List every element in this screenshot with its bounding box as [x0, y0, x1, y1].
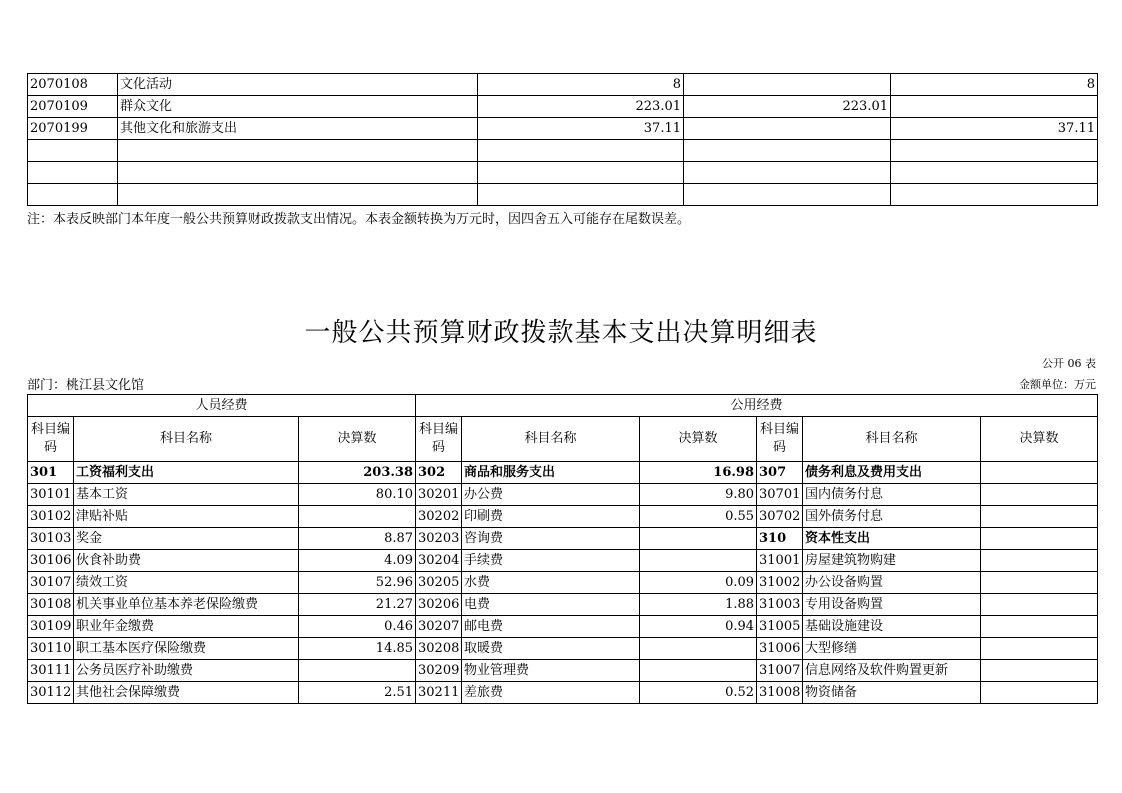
personnel-code-cell: 301 [28, 462, 74, 484]
capital-amount-cell [981, 462, 1098, 484]
personnel-amount-cell: 21.27 [299, 594, 416, 616]
public-code-cell: 30208 [416, 638, 462, 660]
public-code-cell: 30211 [416, 682, 462, 704]
table-row [28, 594, 1098, 616]
capital-amount-cell [981, 638, 1098, 660]
personnel-amount-cell: 8.87 [299, 528, 416, 550]
public-amount-cell [640, 638, 757, 660]
table-row [28, 572, 1098, 594]
table-row [28, 550, 1098, 572]
public-code-cell: 30209 [416, 660, 462, 682]
basic-amount-cell: 223.01 [684, 96, 891, 118]
project-amount-cell [891, 184, 1098, 206]
capital-name-cell: 房屋建筑物购建 [803, 550, 981, 572]
personnel-name-cell: 职业年金缴费 [74, 616, 299, 638]
public-name-cell: 商品和服务支出 [462, 462, 640, 484]
capital-code-cell: 307 [757, 462, 803, 484]
col-header-name: 科目名称 [74, 417, 299, 462]
capital-name-cell: 专用设备购置 [803, 594, 981, 616]
subject-code-cell: 2070199 [28, 118, 118, 140]
public-name-cell: 物业管理费 [462, 660, 640, 682]
public-code-cell: 30202 [416, 506, 462, 528]
capital-name-cell: 国外债务付息 [803, 506, 981, 528]
basic-amount-cell [684, 140, 891, 162]
table-row [28, 118, 1098, 140]
public-name-cell: 印刷费 [462, 506, 640, 528]
table-row [28, 660, 1098, 682]
col-header-code: 科目编码 [757, 417, 803, 462]
capital-amount-cell [981, 682, 1098, 704]
personnel-name-cell: 绩效工资 [74, 572, 299, 594]
capital-name-cell: 大型修缮 [803, 638, 981, 660]
personnel-amount-cell: 80.10 [299, 484, 416, 506]
capital-amount-cell [981, 506, 1098, 528]
personnel-amount-cell: 14.85 [299, 638, 416, 660]
capital-name-cell: 债务利息及费用支出 [803, 462, 981, 484]
group-header-public: 公用经费 [416, 395, 1098, 417]
personnel-name-cell: 工资福利支出 [74, 462, 299, 484]
total-amount-cell: 223.01 [478, 96, 684, 118]
subject-name-cell [118, 184, 478, 206]
col-header-amount: 决算数 [981, 417, 1098, 462]
table-row [28, 162, 1098, 184]
table-row [28, 140, 1098, 162]
capital-code-cell: 310 [757, 528, 803, 550]
subject-code-cell: 2070108 [28, 74, 118, 96]
col-header-amount: 决算数 [640, 417, 757, 462]
group-header-personnel: 人员经费 [28, 395, 416, 417]
subject-name-cell: 文化活动 [118, 74, 478, 96]
personnel-amount-cell [299, 506, 416, 528]
personnel-code-cell: 30106 [28, 550, 74, 572]
capital-code-cell: 31001 [757, 550, 803, 572]
public-name-cell: 水费 [462, 572, 640, 594]
personnel-name-cell: 机关事业单位基本养老保险缴费 [74, 594, 299, 616]
subject-code-cell: 2070109 [28, 96, 118, 118]
expenditure-detail-table-top [27, 73, 1098, 206]
project-amount-cell [891, 162, 1098, 184]
public-amount-cell: 1.88 [640, 594, 757, 616]
total-amount-cell: 8 [478, 74, 684, 96]
capital-code-cell: 31005 [757, 616, 803, 638]
public-code-cell: 30205 [416, 572, 462, 594]
capital-code-cell: 31006 [757, 638, 803, 660]
col-header-code: 科目编码 [416, 417, 462, 462]
table-row [28, 74, 1098, 96]
total-amount-cell [478, 184, 684, 206]
table-row [28, 184, 1098, 206]
personnel-name-cell: 公务员医疗补助缴费 [74, 660, 299, 682]
col-header-amount: 决算数 [299, 417, 416, 462]
total-amount-cell: 37.11 [478, 118, 684, 140]
public-code-cell: 30204 [416, 550, 462, 572]
capital-name-cell: 办公设备购置 [803, 572, 981, 594]
table-row [28, 462, 1098, 484]
capital-name-cell: 基础设施建设 [803, 616, 981, 638]
col-header-code: 科目编码 [28, 417, 74, 462]
personnel-amount-cell: 203.38 [299, 462, 416, 484]
personnel-name-cell: 其他社会保障缴费 [74, 682, 299, 704]
personnel-amount-cell: 0.46 [299, 616, 416, 638]
capital-name-cell: 信息网络及软件购置更新 [803, 660, 981, 682]
public-name-cell: 电费 [462, 594, 640, 616]
table-note: 注：本表反映部门本年度一般公共预算财政拨款支出情况。本表金额转换为万元时，因四舍五入可能存在尾数误差。 [27, 212, 691, 227]
table-row [28, 616, 1098, 638]
table-row [28, 528, 1098, 550]
capital-name-cell: 国内债务付息 [803, 484, 981, 506]
capital-amount-cell [981, 594, 1098, 616]
personnel-code-cell: 30101 [28, 484, 74, 506]
public-amount-cell: 16.98 [640, 462, 757, 484]
public-amount-cell: 0.94 [640, 616, 757, 638]
personnel-code-cell: 30111 [28, 660, 74, 682]
page-title: 一般公共预算财政拨款基本支出决算明细表 [304, 318, 818, 348]
subject-name-cell: 群众文化 [118, 96, 478, 118]
personnel-code-cell: 30107 [28, 572, 74, 594]
project-amount-cell: 8 [891, 74, 1098, 96]
personnel-name-cell: 津贴补贴 [74, 506, 299, 528]
capital-code-cell: 31002 [757, 572, 803, 594]
capital-amount-cell [981, 528, 1098, 550]
personnel-code-cell: 30109 [28, 616, 74, 638]
capital-name-cell: 物资储备 [803, 682, 981, 704]
table-code-label: 公开 06 表 [1042, 357, 1096, 370]
personnel-code-cell: 30110 [28, 638, 74, 660]
basic-expenditure-table [27, 394, 1098, 704]
public-name-cell: 办公费 [462, 484, 640, 506]
capital-amount-cell [981, 572, 1098, 594]
personnel-name-cell: 基本工资 [74, 484, 299, 506]
total-amount-cell [478, 140, 684, 162]
capital-code-cell: 30701 [757, 484, 803, 506]
col-header-name: 科目名称 [462, 417, 640, 462]
capital-code-cell: 31003 [757, 594, 803, 616]
public-code-cell: 302 [416, 462, 462, 484]
public-code-cell: 30207 [416, 616, 462, 638]
public-amount-cell: 9.80 [640, 484, 757, 506]
public-name-cell: 差旅费 [462, 682, 640, 704]
table-row [28, 682, 1098, 704]
capital-amount-cell [981, 484, 1098, 506]
capital-code-cell: 31008 [757, 682, 803, 704]
basic-amount-cell [684, 118, 891, 140]
total-amount-cell [478, 162, 684, 184]
amount-unit-label: 金额单位：万元 [1019, 378, 1096, 391]
public-code-cell: 30203 [416, 528, 462, 550]
capital-code-cell: 31007 [757, 660, 803, 682]
public-amount-cell: 0.09 [640, 572, 757, 594]
personnel-amount-cell: 4.09 [299, 550, 416, 572]
personnel-code-cell: 30108 [28, 594, 74, 616]
public-name-cell: 取暖费 [462, 638, 640, 660]
public-amount-cell: 0.55 [640, 506, 757, 528]
public-amount-cell [640, 660, 757, 682]
table-row [28, 506, 1098, 528]
public-name-cell: 咨询费 [462, 528, 640, 550]
capital-amount-cell [981, 616, 1098, 638]
personnel-amount-cell [299, 660, 416, 682]
group-header-row [28, 395, 1098, 417]
public-amount-cell [640, 550, 757, 572]
project-amount-cell [891, 96, 1098, 118]
public-name-cell: 手续费 [462, 550, 640, 572]
personnel-name-cell: 奖金 [74, 528, 299, 550]
subject-code-cell [28, 162, 118, 184]
personnel-name-cell: 伙食补助费 [74, 550, 299, 572]
project-amount-cell [891, 140, 1098, 162]
public-code-cell: 30206 [416, 594, 462, 616]
public-code-cell: 30201 [416, 484, 462, 506]
capital-amount-cell [981, 550, 1098, 572]
personnel-amount-cell: 2.51 [299, 682, 416, 704]
personnel-code-cell: 30112 [28, 682, 74, 704]
capital-amount-cell [981, 660, 1098, 682]
table-row [28, 484, 1098, 506]
personnel-amount-cell: 52.96 [299, 572, 416, 594]
project-amount-cell: 37.11 [891, 118, 1098, 140]
public-amount-cell [640, 528, 757, 550]
col-header-name: 科目名称 [803, 417, 981, 462]
public-amount-cell: 0.52 [640, 682, 757, 704]
basic-amount-cell [684, 184, 891, 206]
personnel-code-cell: 30103 [28, 528, 74, 550]
capital-code-cell: 30702 [757, 506, 803, 528]
subject-name-cell: 其他文化和旅游支出 [118, 118, 478, 140]
personnel-code-cell: 30102 [28, 506, 74, 528]
capital-name-cell: 资本性支出 [803, 528, 981, 550]
subject-name-cell [118, 162, 478, 184]
subject-code-cell [28, 184, 118, 206]
subject-code-cell [28, 140, 118, 162]
column-header-row [28, 417, 1098, 462]
department-label: 部门：桃江县文化馆 [27, 378, 145, 393]
table-row [28, 96, 1098, 118]
personnel-name-cell: 职工基本医疗保险缴费 [74, 638, 299, 660]
basic-amount-cell [684, 162, 891, 184]
public-name-cell: 邮电费 [462, 616, 640, 638]
subject-name-cell [118, 140, 478, 162]
basic-amount-cell [684, 74, 891, 96]
table-row [28, 638, 1098, 660]
